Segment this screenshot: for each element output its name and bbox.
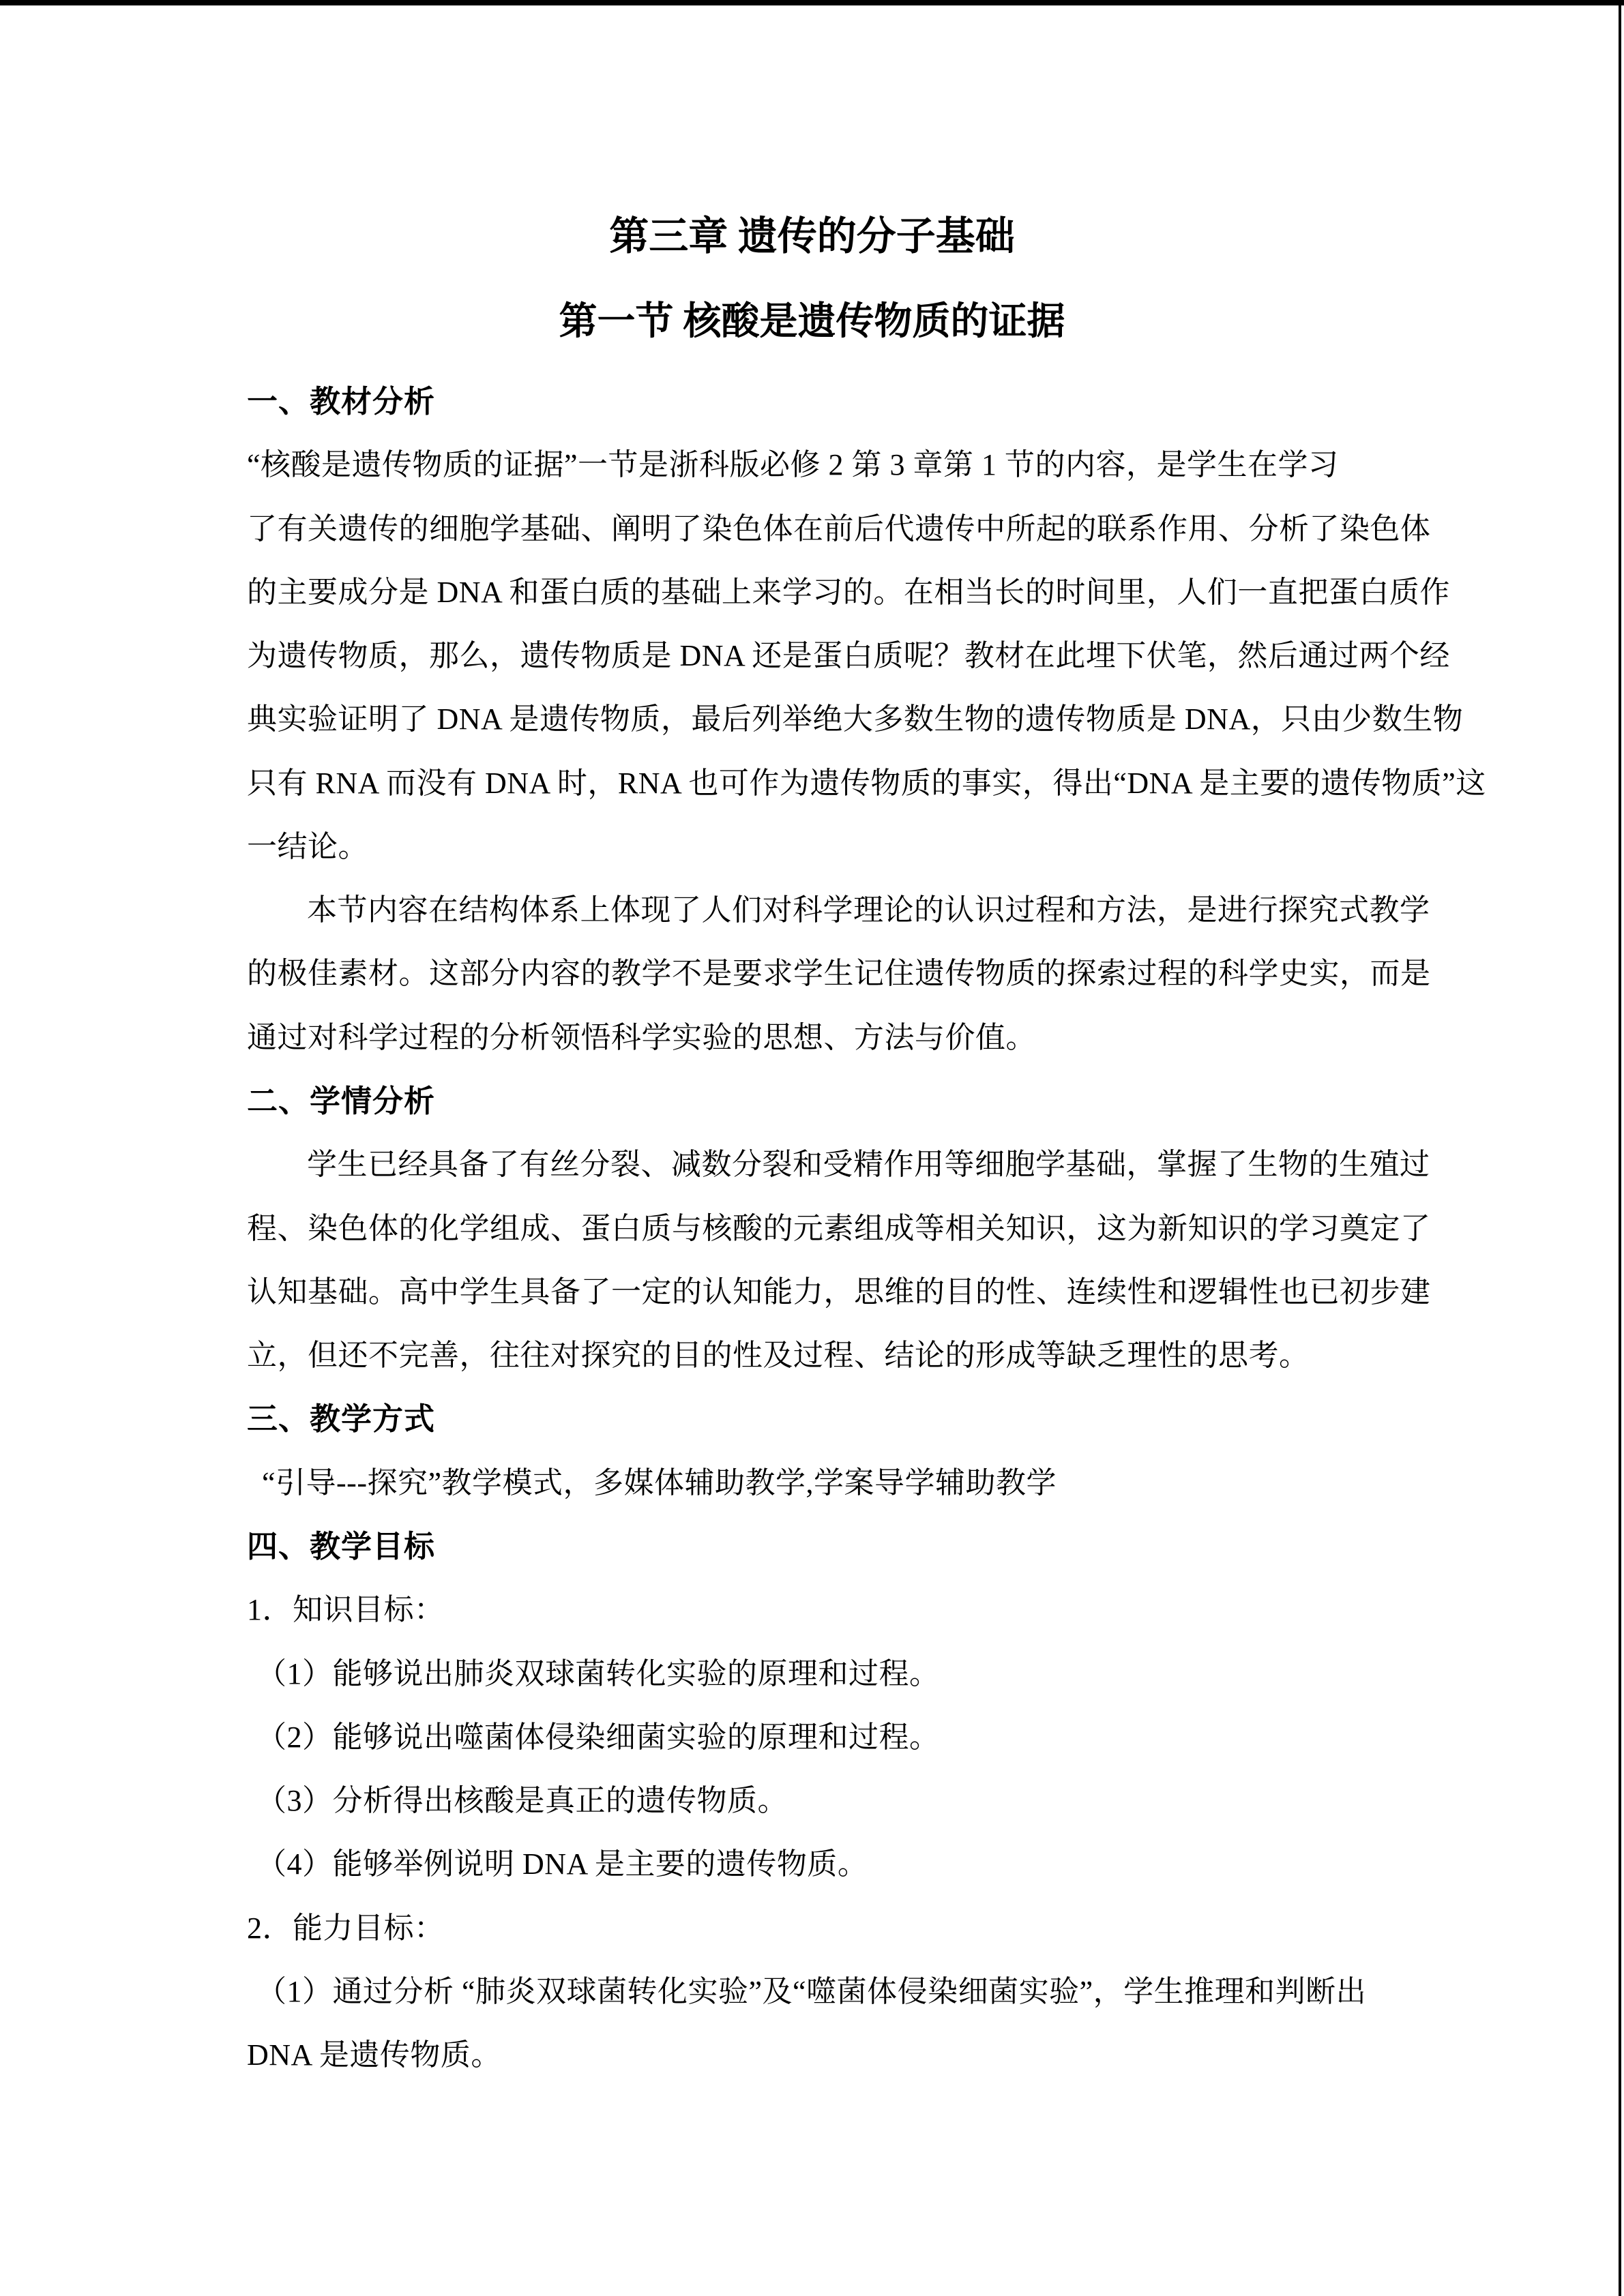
- p2-line-1: 本节内容在结构体系上体现了人们对科学理论的认识过程和方法，是进行探究式教学: [307, 893, 1430, 927]
- section-title: 第一节 核酸是遗传物质的证据: [559, 301, 1065, 343]
- p1-line-5: 典实验证明了 DNA 是遗传物质，最后列举绝大多数生物的遗传物质是 DNA，只由少数生物: [247, 702, 1464, 736]
- heading-learner-analysis: 二、学情分析: [247, 1084, 436, 1118]
- p3-line-3: 认知基础。高中学生具备了一定的认知能力，思维的目的性、连续性和逻辑性也已初步建: [247, 1275, 1431, 1309]
- knowledge-goal-item-4: （4）能够举例说明 DNA 是主要的遗传物质。: [256, 1847, 868, 1881]
- p2-line-3: 通过对科学过程的分析领悟科学实验的思想、方法与价值。: [247, 1021, 1036, 1054]
- page-top-border: [0, 0, 1624, 5]
- ability-goal-item-line-1: （1）通过分析 “肺炎双球菌转化实验”及“噬菌体侵染细菌实验”，学生推理和判断出: [256, 1975, 1367, 2008]
- p1-line-6: 只有 RNA 而没有 DNA 时，RNA 也可作为遗传物质的事实，得出“DNA 是主要的遗传物质”这: [247, 766, 1486, 800]
- p1-line-2: 了有关遗传的细胞学基础、阐明了染色体在前后代遗传中所起的联系作用、分析了染色体: [247, 512, 1431, 546]
- chapter-title: 第三章 遗传的分子基础: [609, 214, 1015, 258]
- p1-line-7: 一结论。: [247, 830, 368, 863]
- heading-teaching-method: 三、教学方式: [247, 1401, 436, 1436]
- ability-goals-label: 2．能力目标：: [247, 1911, 445, 1945]
- ability-goal-item-line-2: DNA 是遗传物质。: [247, 2038, 501, 2072]
- p3-line-2: 程、染色体的化学组成、蛋白质与核酸的元素组成等相关知识，这为新知识的学习奠定了: [247, 1212, 1431, 1245]
- knowledge-goal-item-3: （3）分析得出核酸是真正的遗传物质。: [256, 1784, 788, 1817]
- heading-teaching-goals: 四、教学目标: [247, 1529, 436, 1564]
- p1-line-3: 的主要成分是 DNA 和蛋白质的基础上来学习的。在相当长的时间里，人们一直把蛋白质作: [247, 576, 1450, 609]
- p1-line-4: 为遗传物质，那么，遗传物质是 DNA 还是蛋白质呢？教材在此埋下伏笔，然后通过两个经: [247, 639, 1450, 672]
- p2-line-2: 的极佳素材。这部分内容的教学不是要求学生记住遗传物质的探索过程的科学史实，而是: [247, 957, 1431, 990]
- knowledge-goal-item-2: （2）能够说出噬菌体侵染细菌实验的原理和过程。: [256, 1720, 940, 1754]
- p3-line-4: 立，但还不完善，往往对探究的目的性及过程、结论的形成等缺乏理性的思考。: [247, 1339, 1310, 1372]
- p1-line-1: “核酸是遗传物质的证据”一节是浙科版必修 2 第 3 章第 1 节的内容，是学生在学习: [247, 448, 1339, 481]
- p3-line-1: 学生已经具备了有丝分裂、减数分裂和受精作用等细胞学基础，掌握了生物的生殖过: [307, 1148, 1430, 1181]
- knowledge-goal-item-1: （1）能够说出肺炎双球菌转化实验的原理和过程。: [256, 1657, 940, 1690]
- teaching-method-text: “引导---探究”教学模式，多媒体辅助教学,学案导学辅助教学: [262, 1466, 1057, 1500]
- heading-material-analysis: 一、教材分析: [247, 384, 436, 419]
- knowledge-goals-label: 1．知识目标：: [247, 1593, 445, 1626]
